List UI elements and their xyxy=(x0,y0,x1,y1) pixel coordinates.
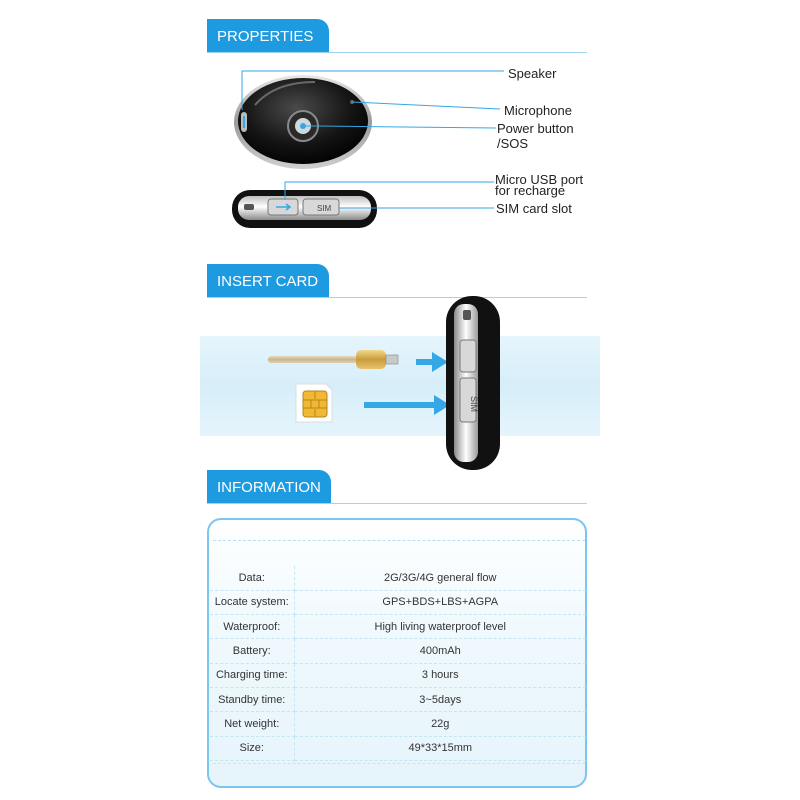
spec-value: High living waterproof level xyxy=(294,615,586,639)
callout-sim-slot: SIM card slot xyxy=(496,201,572,216)
spec-label: Waterproof: xyxy=(210,615,294,639)
section-tab-information xyxy=(207,470,331,504)
spec-table xyxy=(210,566,586,761)
section-divider xyxy=(207,52,587,53)
cable-icon xyxy=(268,350,398,369)
spec-value: 3 hours xyxy=(294,663,586,687)
spec-label: Locate system: xyxy=(210,590,294,614)
sim-label: SIM xyxy=(317,204,332,213)
callout-power-button: Power button xyxy=(497,121,574,136)
insert-card-illustration xyxy=(260,292,520,474)
spec-row xyxy=(210,663,586,687)
spec-label: Battery: xyxy=(210,639,294,663)
section-divider xyxy=(207,503,587,504)
spec-value: 400mAh xyxy=(294,639,586,663)
spec-row xyxy=(210,615,586,639)
spec-row xyxy=(210,566,586,590)
spec-row xyxy=(210,639,586,663)
section-title-properties: PROPERTIES xyxy=(217,27,314,45)
section-title-insert-card: INSERT CARD xyxy=(217,272,319,290)
spec-value: 2G/3G/4G general flow xyxy=(294,566,586,590)
spec-label: Standby time: xyxy=(210,687,294,711)
information-panel-divider xyxy=(213,540,585,541)
section-title-information: INFORMATION xyxy=(217,478,321,496)
spec-label: Size: xyxy=(210,736,294,760)
spec-label: Charging time: xyxy=(210,663,294,687)
callout-usb-port: Micro USB port xyxy=(495,172,584,187)
callout-usb-recharge: for recharge xyxy=(495,183,566,198)
spec-row xyxy=(210,712,586,736)
spec-label: Net weight: xyxy=(210,712,294,736)
spec-value: GPS+BDS+LBS+AGPA xyxy=(294,590,586,614)
callout-speaker: Speaker xyxy=(508,66,557,81)
information-panel-footer-line xyxy=(213,763,585,764)
spec-row xyxy=(210,687,586,711)
spec-row xyxy=(210,590,586,614)
spec-value: 3~5days xyxy=(294,687,586,711)
callout-power-sos: /SOS xyxy=(497,136,529,151)
spec-label: Data: xyxy=(210,566,294,590)
spec-value: 22g xyxy=(294,712,586,736)
section-tab-properties xyxy=(207,19,329,53)
sim-card-icon xyxy=(296,384,332,422)
spec-value: 49*33*15mm xyxy=(294,736,586,760)
sim-label-side: SIM xyxy=(469,396,479,413)
callout-microphone: Microphone xyxy=(504,103,572,118)
spec-row xyxy=(210,736,586,760)
